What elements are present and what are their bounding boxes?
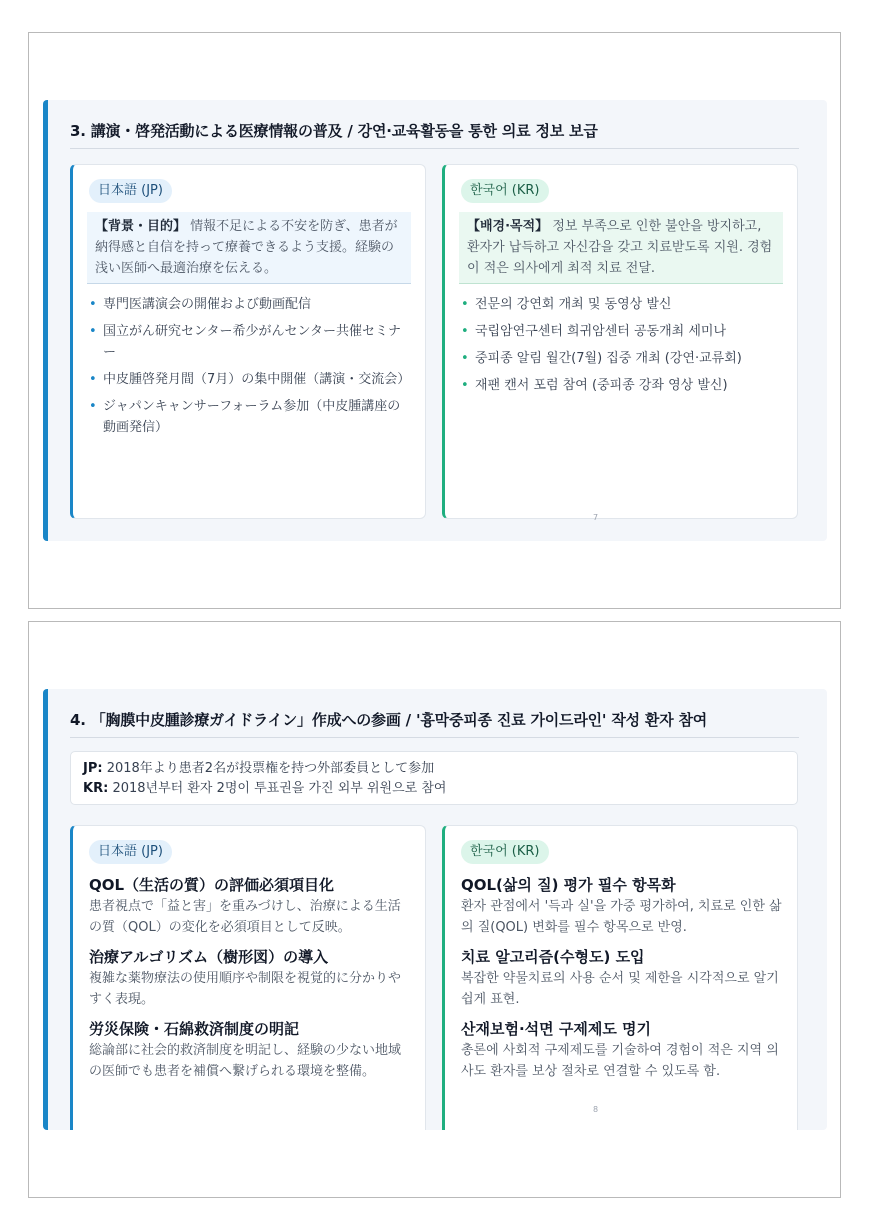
guideline-items bbox=[461, 874, 783, 1090]
note-line-jp bbox=[83, 759, 785, 779]
page-number: 7 bbox=[593, 513, 599, 522]
list-item: • 国立がん研究センター希少がんセンター共催セミナー bbox=[87, 321, 411, 363]
item-text: 복잡한 약물치료의 사용 순서 및 제한을 시각적으로 알기 쉽게 표현. bbox=[461, 971, 779, 1007]
slide-title: 3. 講演・啓発活動による医療情報の普及 / 강연·교육활동을 통한 의료 정보 보급 bbox=[70, 120, 799, 149]
slide-7 bbox=[43, 100, 827, 541]
korean-card bbox=[442, 825, 798, 1130]
page-slide-8 bbox=[28, 621, 841, 1198]
item-text: 총론에 사회적 구제제도를 기술하여 경험이 적은 지역 의사도 환자를 보상 절차로 연결할 수 있도록 함. bbox=[461, 1043, 779, 1079]
list-item: • 중피종 알림 월간(7월) 집중 개최 (강연·교류회) bbox=[459, 348, 783, 369]
page-number: 8 bbox=[593, 1105, 599, 1114]
korean-card bbox=[442, 164, 798, 519]
note-line-kr bbox=[83, 779, 785, 799]
list-item: • ジャパンキャンサーフォーラム参加（中皮腫講座の動画発信） bbox=[87, 396, 411, 438]
item-text: 患者視点で「益と害」を重みづけし、治療による生活の質（QOL）の変化を必須項目として反映。 bbox=[89, 899, 401, 935]
guideline-item bbox=[461, 1018, 783, 1082]
list-item: • 専門医講演会の開催および動画配信 bbox=[87, 294, 411, 315]
item-heading: QOL（生活の質）の評価必須項目化 bbox=[89, 876, 335, 894]
language-badge-kr: 한국어 (KR) bbox=[461, 840, 549, 864]
background-text: 정보 부족으로 인한 불안을 방지하고, 환자가 납득하고 자신감을 갖고 치료받도록 지원. 경험이 적은 의사에게 최적 치료 전달. bbox=[467, 219, 773, 276]
page-slide-7 bbox=[28, 32, 841, 609]
item-heading: 労災保険・石綿救済制度の明記 bbox=[89, 1020, 300, 1038]
language-badge-jp: 日本語 (JP) bbox=[89, 840, 172, 864]
list-item: • 국립암연구센터 희귀암센터 공동개최 세미나 bbox=[459, 321, 783, 342]
japanese-card bbox=[70, 825, 426, 1130]
participation-note bbox=[70, 751, 798, 805]
note-text-jp: 2018年より患者2名が投票権を持つ外部委員として参加 bbox=[106, 761, 435, 776]
activity-list bbox=[459, 294, 783, 402]
language-badge-jp: 日本語 (JP) bbox=[89, 179, 172, 203]
item-text: 환자 관점에서 '득과 실'을 가중 평가하여, 치료로 인한 삶의 질(QOL) 변화를 필수 항목으로 반영. bbox=[461, 899, 782, 935]
list-item: • 전문의 강연회 개최 및 동영상 발신 bbox=[459, 294, 783, 315]
note-text-kr: 2018년부터 환자 2명이 투표권을 가진 외부 위원으로 참여 bbox=[112, 781, 447, 796]
list-item: • 中皮腫啓発月間（7月）の集中開催（講演・交流会） bbox=[87, 369, 411, 390]
note-label-kr: KR: bbox=[83, 781, 109, 796]
japanese-card bbox=[70, 164, 426, 519]
language-badge-kr: 한국어 (KR) bbox=[461, 179, 549, 203]
guideline-item bbox=[89, 946, 411, 1010]
guideline-item bbox=[89, 1018, 411, 1082]
item-text: 総論部に社会的救済制度を明記し、経験の少ない地域の医師でも患者を補償へ繋げられる環境を整備。 bbox=[89, 1043, 402, 1079]
activity-list bbox=[87, 294, 411, 444]
guideline-item bbox=[461, 946, 783, 1010]
item-heading: 치료 알고리즘(수형도) 도입 bbox=[461, 948, 645, 966]
list-item: • 재팬 캔서 포럼 참여 (중피종 강좌 영상 발신) bbox=[459, 375, 783, 396]
guideline-item bbox=[89, 874, 411, 938]
item-heading: QOL(삶의 질) 평가 필수 항목화 bbox=[461, 876, 676, 894]
background-box bbox=[459, 212, 783, 284]
slide-title: 4. 「胸膜中皮腫診療ガイドライン」作成への参画 / '흉막중피종 진료 가이드라인' 작성 환자 참여 bbox=[70, 709, 799, 738]
item-heading: 산재보험·석면 구제제도 명기 bbox=[461, 1020, 652, 1038]
item-heading: 治療アルゴリズム（樹形図）の導入 bbox=[89, 948, 329, 966]
item-text: 複雑な薬物療法の使用順序や制限を視覚的に分かりやすく表現。 bbox=[89, 971, 402, 1007]
background-text: 情報不足による不安を防ぎ、患者が納得感と自信を持って療養できるよう支援。経験の浅い医師へ最適治療を伝える。 bbox=[95, 219, 398, 276]
background-label: 【배경·목적】 bbox=[467, 219, 549, 234]
background-box bbox=[87, 212, 411, 284]
note-label-jp: JP: bbox=[83, 761, 103, 776]
guideline-item bbox=[461, 874, 783, 938]
guideline-items bbox=[89, 874, 411, 1090]
slide-8 bbox=[43, 689, 827, 1130]
background-label: 【背景・目的】 bbox=[95, 219, 187, 234]
